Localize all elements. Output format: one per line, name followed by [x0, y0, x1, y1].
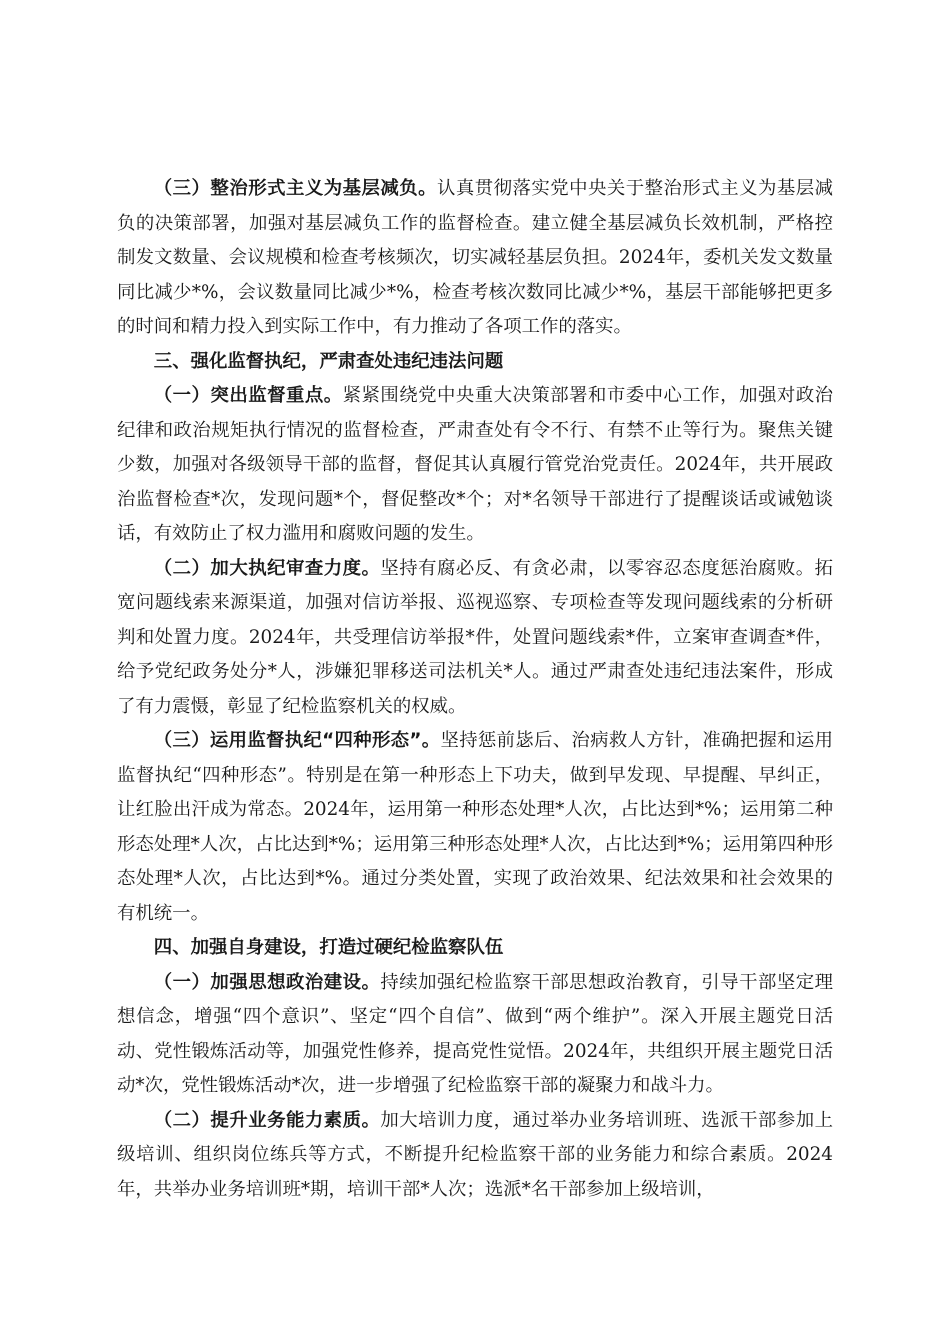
paragraph-reduce-burden: [117, 172, 833, 345]
paragraph-four-forms: [117, 724, 833, 931]
paragraph-lead: （二）提升业务能力素质。: [153, 1109, 381, 1131]
paragraph-text: 认真贯彻落实党中央关于整治形式主义为基层减负的决策部署，加强对基层减负工作的监督检查。建立健全基层减负长效机制，严格控制发文数量、会议规模和检查考核频次，切实减轻基层负担。2024年，委机关发文数量同比减少*%，会议数量同比减少*%，检查考核次数同比减少*%，基层干部能够把更多的时间和精力投入到实际工作中，有力推动了各项工作的落实。: [117, 178, 833, 337]
paragraph-text: 持续加强纪检监察干部思想政治教育，引导干部坚定理想信念，增强“四个意识”、坚定“四个自信”、做到“两个维护”。深入开展主题党日活动、党性锻炼活动等，加强党性修养，提高党性觉悟。2024年，共组织开展主题党日活动*次，党性锻炼活动*次，进一步增强了纪检监察干部的凝聚力和战斗力。: [117, 971, 833, 1096]
paragraph-capability: [117, 1104, 833, 1208]
paragraph-text: 坚持有腐必反、有贪必肃，以零容忍态度惩治腐败。拓宽问题线索来源渠道，加强对信访举报、巡视巡察、专项检查等发现问题线索的分析研判和处置力度。2024年，共受理信访举报*件，处置问题线索*件，立案审查调查*件，给予党纪政务处分*人，涉嫌犯罪移送司法机关*人。通过严肃查处违纪违法案件，形成了有力震慑，彰显了纪检监察机关的权威。: [117, 557, 833, 717]
document-page: [117, 172, 833, 1207]
paragraph-discipline-review: [117, 552, 833, 725]
paragraph-political-building: [117, 966, 833, 1104]
paragraph-lead: （一）突出监督重点。: [153, 385, 343, 406]
paragraph-lead: （三）整治形式主义为基层减负。: [153, 178, 437, 199]
section-heading-4: 四、加强自身建设，打造过硬纪检监察队伍: [153, 937, 504, 958]
paragraph-text: 紧紧围绕党中央重大决策部署和市委中心工作，加强对政治纪律和政治规矩执行情况的监督检查，严肃查处有令不行、有禁不止等行为。聚焦关键少数，加强对各级领导干部的监督，督促其认真履行管党治党责任。2024年，共开展政治监督检查*次，发现问题*个，督促整改*个；对*名领导干部进行了提醒谈话或诫勉谈话，有效防止了权力滥用和腐败问题的发生。: [117, 385, 833, 544]
paragraph-supervision-focus: [117, 379, 833, 552]
section-heading-3: 三、强化监督执纪，严肃查处违纪违法问题: [153, 350, 504, 372]
paragraph-text: 加大培训力度，通过举办业务培训班、选派干部参加上级培训、组织岗位练兵等方式，不断提升纪检监察干部的业务能力和综合素质。2024年，共举办业务培训班*期，培训干部*人次；选派*名干部参加上级培训，: [117, 1109, 833, 1200]
paragraph-text: 坚持惩前毖后、治病救人方针，准确把握和运用监督执纪“四种形态”。特别是在第一种形态上下功夫，做到早发现、早提醒、早纠正，让红脸出汗成为常态。2024年，运用第一种形态处理*人次，占比达到*%；运用第二种形态处理*人次，占比达到*%；运用第三种形态处理*人次，占比达到*%；运用第四种形态处理*人次，占比达到*%。通过分类处置，实现了政治效果、纪法效果和社会效果的有机统一。: [117, 730, 833, 924]
paragraph-lead: （二）加大执纪审查力度。: [153, 557, 381, 579]
paragraph-lead: （一）加强思想政治建设。: [153, 971, 381, 993]
paragraph-lead: （三）运用监督执纪“四种形态”。: [153, 730, 441, 751]
